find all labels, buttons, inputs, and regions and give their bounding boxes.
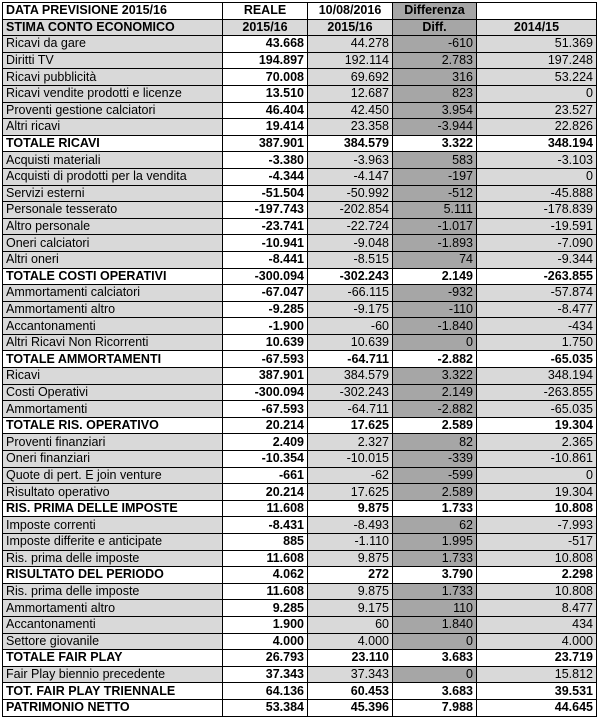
value-cell: -263.855 [477,384,597,401]
value-cell: 12.687 [308,85,393,102]
value-cell: 53.384 [223,699,308,716]
value-cell: 10.639 [308,334,393,351]
table-row [3,69,597,86]
row-label: Fair Play biennio precedente [3,666,223,683]
value-cell: -65.035 [477,401,597,418]
value-cell: 384.579 [308,135,393,152]
value-cell: -67.047 [223,285,308,302]
value-cell: 23.527 [477,102,597,119]
header-cell: STIMA CONTO ECONOMICO [3,19,223,36]
header-cell: DATA PREVISIONE 2015/16 [3,3,223,20]
value-cell: 384.579 [308,368,393,385]
value-cell: -4.344 [223,168,308,185]
value-cell: 2.149 [393,268,477,285]
total-row [3,567,597,584]
value-cell: 10.808 [477,550,597,567]
value-cell: 70.008 [223,69,308,86]
value-cell: 1.733 [393,583,477,600]
value-cell: 26.793 [223,650,308,667]
value-cell: -517 [477,534,597,551]
value-cell: 44.645 [477,699,597,716]
value-cell: -3.963 [308,152,393,169]
row-label: Ammortamenti calciatori [3,285,223,302]
value-cell: 13.510 [223,85,308,102]
row-label: Ricavi vendite prodotti e licenze [3,85,223,102]
table-row [3,235,597,252]
value-cell: -197.743 [223,202,308,219]
value-cell: 7.988 [393,699,477,716]
value-cell: 8.477 [477,600,597,617]
row-label: Altri ricavi [3,119,223,136]
header-row-1 [3,3,597,20]
value-cell: 9.875 [308,550,393,567]
value-cell: 192.114 [308,52,393,69]
value-cell: 2.365 [477,434,597,451]
value-cell: 39.531 [477,683,597,700]
value-cell: -3.944 [393,119,477,136]
table-row [3,102,597,119]
row-label: TOTALE AMMORTAMENTI [3,351,223,368]
value-cell: 3.683 [393,683,477,700]
table-row [3,36,597,53]
row-label: Altri oneri [3,251,223,268]
value-cell: 387.901 [223,135,308,152]
value-cell: -8.441 [223,251,308,268]
table-row [3,52,597,69]
value-cell: -339 [393,451,477,468]
header-cell [477,3,597,20]
value-cell: 37.343 [308,666,393,683]
row-label: Acquisti di prodotti per la vendita [3,168,223,185]
table-row [3,334,597,351]
value-cell: -512 [393,185,477,202]
value-cell: 3.322 [393,368,477,385]
value-cell: -1.893 [393,235,477,252]
table-row [3,152,597,169]
value-cell: 5.111 [393,202,477,219]
value-cell: 11.608 [223,500,308,517]
value-cell: 1.840 [393,616,477,633]
financial-statement-table [2,2,597,717]
value-cell: 2.409 [223,434,308,451]
value-cell: -9.048 [308,235,393,252]
value-cell: 46.404 [223,102,308,119]
value-cell: 2.589 [393,484,477,501]
value-cell: 0 [393,633,477,650]
row-label: Ammortamenti altro [3,600,223,617]
value-cell: 37.343 [223,666,308,683]
table-row [3,368,597,385]
value-cell: -51.504 [223,185,308,202]
row-label: Settore giovanile [3,633,223,650]
value-cell: 885 [223,534,308,551]
value-cell: -19.591 [477,218,597,235]
value-cell: 10.808 [477,583,597,600]
table-row [3,185,597,202]
value-cell: 19.304 [477,417,597,434]
value-cell: -8.431 [223,517,308,534]
row-label: TOTALE COSTI OPERATIVI [3,268,223,285]
row-label: Imposte correnti [3,517,223,534]
row-label: Proventi gestione calciatori [3,102,223,119]
table-body [3,3,597,717]
value-cell: 0 [477,467,597,484]
value-cell: -1.017 [393,218,477,235]
value-cell: -8.493 [308,517,393,534]
table-row [3,301,597,318]
value-cell: 1.900 [223,616,308,633]
table-row [3,202,597,219]
value-cell: -23.741 [223,218,308,235]
value-cell: 62 [393,517,477,534]
value-cell: -7.090 [477,235,597,252]
value-cell: 583 [393,152,477,169]
row-label: Costi Operativi [3,384,223,401]
total-row [3,500,597,517]
value-cell: 20.214 [223,484,308,501]
value-cell: 0 [393,666,477,683]
table-row [3,517,597,534]
row-label: Oneri calciatori [3,235,223,252]
value-cell: 9.285 [223,600,308,617]
value-cell: 197.248 [477,52,597,69]
row-label: Altri Ricavi Non Ricorrenti [3,334,223,351]
total-row [3,683,597,700]
value-cell: 1.995 [393,534,477,551]
value-cell: 110 [393,600,477,617]
table-row [3,85,597,102]
row-label: Ris. prima delle imposte [3,550,223,567]
row-label: Ricavi pubblicità [3,69,223,86]
row-label: Ricavi da gare [3,36,223,53]
value-cell: 23.358 [308,119,393,136]
value-cell: -300.094 [223,268,308,285]
value-cell: 4.062 [223,567,308,584]
value-cell: -263.855 [477,268,597,285]
row-label: Personale tesserato [3,202,223,219]
value-cell: -64.711 [308,351,393,368]
total-row [3,417,597,434]
row-label: Ammortamenti altro [3,301,223,318]
header-row-2 [3,19,597,36]
value-cell: 43.668 [223,36,308,53]
value-cell: -599 [393,467,477,484]
header-cell: Diff. [393,19,477,36]
value-cell: 0 [477,168,597,185]
value-cell: 10.808 [477,500,597,517]
row-label: Ris. prima delle imposte [3,583,223,600]
value-cell: -178.839 [477,202,597,219]
value-cell: -197 [393,168,477,185]
value-cell: -66.115 [308,285,393,302]
value-cell: 22.826 [477,119,597,136]
table-row [3,583,597,600]
table-row [3,434,597,451]
value-cell: 64.136 [223,683,308,700]
value-cell: -64.711 [308,401,393,418]
row-label: Proventi finanziari [3,434,223,451]
value-cell: -3.103 [477,152,597,169]
table-row [3,401,597,418]
row-label: TOTALE RICAVI [3,135,223,152]
value-cell: 11.608 [223,550,308,567]
value-cell: 272 [308,567,393,584]
value-cell: -1.110 [308,534,393,551]
value-cell: -300.094 [223,384,308,401]
value-cell: -22.724 [308,218,393,235]
value-cell: 19.304 [477,484,597,501]
table-row [3,600,597,617]
value-cell: 9.875 [308,583,393,600]
row-label: Oneri finanziari [3,451,223,468]
table-row [3,318,597,335]
value-cell: -2.882 [393,401,477,418]
row-label: Acquisti materiali [3,152,223,169]
value-cell: -932 [393,285,477,302]
value-cell: -65.035 [477,351,597,368]
value-cell: 0 [393,334,477,351]
value-cell: 3.790 [393,567,477,584]
value-cell: 69.692 [308,69,393,86]
value-cell: 3.954 [393,102,477,119]
row-label: Altro personale [3,218,223,235]
header-cell: Differenza [393,3,477,20]
row-label: RIS. PRIMA DELLE IMPOSTE [3,500,223,517]
value-cell: 387.901 [223,368,308,385]
value-cell: 45.396 [308,699,393,716]
value-cell: 51.369 [477,36,597,53]
value-cell: 20.214 [223,417,308,434]
row-label: Risultato operativo [3,484,223,501]
row-label: TOTALE RIS. OPERATIVO [3,417,223,434]
row-label: Ammortamenti [3,401,223,418]
value-cell: -434 [477,318,597,335]
value-cell: -62 [308,467,393,484]
value-cell: 1.733 [393,550,477,567]
value-cell: 60.453 [308,683,393,700]
row-label: TOTALE FAIR PLAY [3,650,223,667]
value-cell: 348.194 [477,135,597,152]
header-cell: 2015/16 [223,19,308,36]
table-row [3,218,597,235]
value-cell: 2.327 [308,434,393,451]
table-row [3,616,597,633]
value-cell: -202.854 [308,202,393,219]
table-row [3,484,597,501]
value-cell: 17.625 [308,417,393,434]
value-cell: 4.000 [223,633,308,650]
value-cell: 74 [393,251,477,268]
table-row [3,384,597,401]
row-label: Quote di pert. E join venture [3,467,223,484]
row-label: Diritti TV [3,52,223,69]
value-cell: -10.354 [223,451,308,468]
row-label: Ricavi [3,368,223,385]
value-cell: 1.733 [393,500,477,517]
table-row [3,633,597,650]
value-cell: 15.812 [477,666,597,683]
row-label: Accantonamenti [3,616,223,633]
value-cell: 1.750 [477,334,597,351]
value-cell: 23.719 [477,650,597,667]
table-row [3,251,597,268]
value-cell: -67.593 [223,401,308,418]
row-label: Imposte differite e anticipate [3,534,223,551]
value-cell: 3.322 [393,135,477,152]
value-cell: -9.344 [477,251,597,268]
value-cell: -4.147 [308,168,393,185]
total-row [3,351,597,368]
row-label: RISULTATO DEL PERIODO [3,567,223,584]
value-cell: -10.015 [308,451,393,468]
value-cell: -10.861 [477,451,597,468]
value-cell: 2.783 [393,52,477,69]
value-cell: -661 [223,467,308,484]
value-cell: 0 [477,85,597,102]
header-cell: 2015/16 [308,19,393,36]
value-cell: -110 [393,301,477,318]
value-cell: 4.000 [308,633,393,650]
header-cell: 2014/15 [477,19,597,36]
table-row [3,467,597,484]
value-cell: 823 [393,85,477,102]
total-row [3,699,597,716]
value-cell: 11.608 [223,583,308,600]
value-cell: 9.875 [308,500,393,517]
value-cell: -9.175 [308,301,393,318]
table-row [3,534,597,551]
value-cell: -10.941 [223,235,308,252]
value-cell: -1.840 [393,318,477,335]
value-cell: -57.874 [477,285,597,302]
value-cell: 53.224 [477,69,597,86]
total-row [3,135,597,152]
value-cell: 19.414 [223,119,308,136]
value-cell: 10.639 [223,334,308,351]
value-cell: 42.450 [308,102,393,119]
table-row [3,168,597,185]
value-cell: 9.175 [308,600,393,617]
value-cell: 4.000 [477,633,597,650]
row-label: TOT. FAIR PLAY TRIENNALE [3,683,223,700]
total-row [3,650,597,667]
value-cell: 44.278 [308,36,393,53]
value-cell: -1.900 [223,318,308,335]
table-row [3,285,597,302]
total-row [3,268,597,285]
value-cell: -45.888 [477,185,597,202]
header-cell: 10/08/2016 [308,3,393,20]
value-cell: -2.882 [393,351,477,368]
value-cell: 434 [477,616,597,633]
value-cell: -9.285 [223,301,308,318]
value-cell: -8.515 [308,251,393,268]
value-cell: -610 [393,36,477,53]
value-cell: 60 [308,616,393,633]
value-cell: -60 [308,318,393,335]
table-row [3,451,597,468]
header-cell: REALE [223,3,308,20]
row-label: PATRIMONIO NETTO [3,699,223,716]
row-label: Accantonamenti [3,318,223,335]
table-row [3,666,597,683]
value-cell: 82 [393,434,477,451]
row-label: Servizi esterni [3,185,223,202]
value-cell: 2.298 [477,567,597,584]
value-cell: -7.993 [477,517,597,534]
value-cell: 316 [393,69,477,86]
value-cell: 3.683 [393,650,477,667]
table-row [3,119,597,136]
value-cell: -302.243 [308,268,393,285]
value-cell: 2.149 [393,384,477,401]
value-cell: -50.992 [308,185,393,202]
value-cell: 17.625 [308,484,393,501]
value-cell: 194.897 [223,52,308,69]
value-cell: 2.589 [393,417,477,434]
value-cell: -3.380 [223,152,308,169]
value-cell: -8.477 [477,301,597,318]
table-row [3,550,597,567]
value-cell: 23.110 [308,650,393,667]
value-cell: -302.243 [308,384,393,401]
value-cell: 348.194 [477,368,597,385]
value-cell: -67.593 [223,351,308,368]
